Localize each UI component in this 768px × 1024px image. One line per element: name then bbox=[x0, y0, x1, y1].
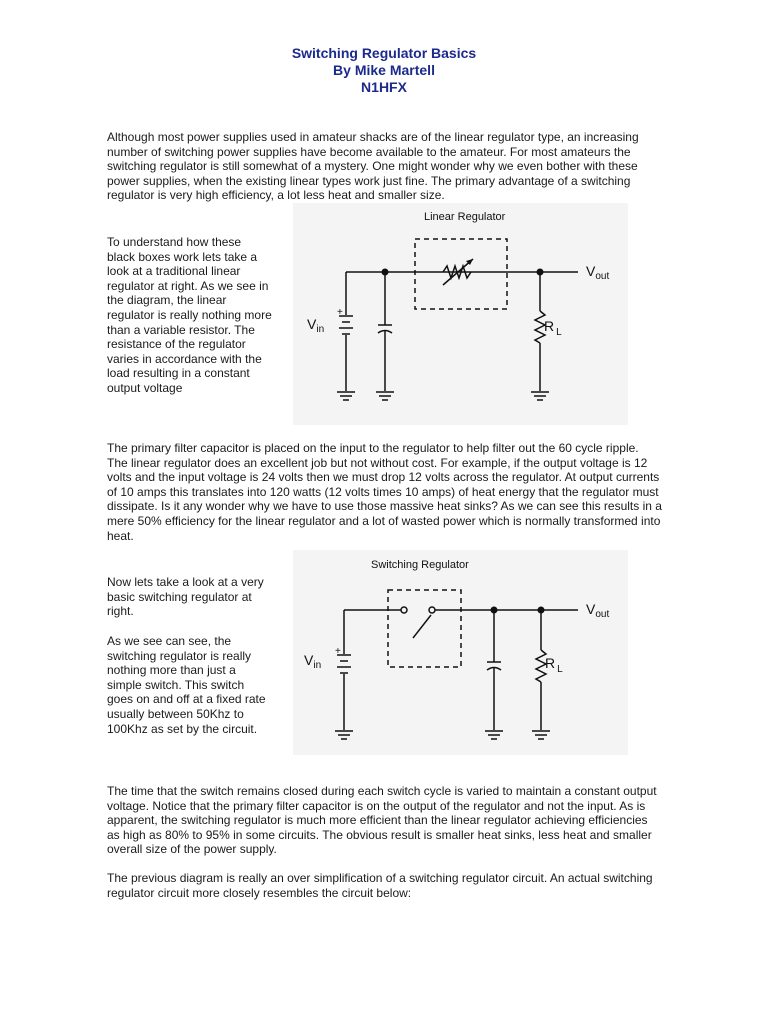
switching-diagram-title: Switching Regulator bbox=[371, 559, 469, 571]
svg-text:+: + bbox=[337, 307, 343, 318]
svg-text:RL bbox=[544, 318, 562, 338]
switching-vout-label: V bbox=[586, 601, 596, 617]
switching-intro: Now lets take a look at a very basic switching regulator at right. bbox=[107, 575, 264, 619]
linear-rl-sub: L bbox=[556, 327, 562, 338]
linear-rl-label: R bbox=[544, 318, 555, 334]
title-line-1: Switching Regulator Basics bbox=[291, 45, 477, 61]
page-title bbox=[0, 45, 768, 96]
switching-regulator-schematic bbox=[293, 550, 628, 755]
switching-vin-sub: in bbox=[313, 660, 322, 671]
linear-vout-sub: out bbox=[595, 271, 610, 282]
switching-vin-label: V bbox=[304, 652, 314, 668]
svg-text:Vout bbox=[586, 263, 609, 282]
switching-regulator-diagram bbox=[293, 550, 628, 755]
svg-text:Vin bbox=[304, 652, 321, 671]
linear-vin-label: V bbox=[307, 316, 317, 332]
title-line-3: N1HFX bbox=[361, 79, 407, 95]
switching-vout-sub: out bbox=[595, 609, 610, 620]
linear-vout-label: V bbox=[586, 263, 596, 279]
svg-text:RL bbox=[545, 655, 563, 675]
switch-time-paragraph: The time that the switch remains closed during each switch cycle is varied to maintain a constant output voltage. Notice that the primary filter capacitor is on the output of the regulator and not the input. As is apparent, the switching regulator is much more efficient than the linear regulator achieving efficiencies as high as 80% to 95% in some circuits. The obvious result is smaller heat sinks, less heat and smaller overall size of the power supply. bbox=[107, 784, 657, 857]
switching-rl-sub: L bbox=[557, 664, 563, 675]
linear-description: To understand how these black boxes work lets take a look at a traditional linear regulator at right. As we see in the diagram, the linear regulator is really nothing more than a variable resistor. The resistance of the regulator varies in accordance with the load resulting in a constant output voltage bbox=[107, 235, 272, 395]
linear-diagram-title: Linear Regulator bbox=[424, 211, 506, 223]
svg-text:Vin bbox=[307, 316, 324, 335]
title-line-2: By Mike Martell bbox=[333, 62, 435, 78]
linear-regulator-diagram bbox=[293, 203, 628, 425]
svg-text:+: + bbox=[335, 646, 341, 657]
previous-diagram-paragraph: The previous diagram is really an over simplification of a switching regulator circuit. An actual switching regulator circuit more closely resembles the circuit below: bbox=[107, 871, 653, 900]
switching-description: As we see can see, the switching regulator is really nothing more than just a simple switch. This switch goes on and off at a fixed rate usually between 50Khz to 100Khz as set by the circuit. bbox=[107, 634, 266, 736]
linear-regulator-schematic bbox=[293, 203, 628, 425]
intro-paragraph: Although most power supplies used in amateur shacks are of the linear regulator type, an increasing number of switching power supplies have become available to the amateur. For most amateurs the switching regulator is still somewhat of a mystery. One might wonder why we even bother with these power supplies, when the existing linear types work just fine. The primary advantage of a switching regulator is very high efficiency, a lot less heat and smaller size. bbox=[107, 130, 639, 203]
linear-vin-sub: in bbox=[316, 324, 325, 335]
switching-rl-label: R bbox=[545, 655, 556, 671]
svg-text:Vout bbox=[586, 601, 609, 620]
filter-paragraph: The primary filter capacitor is placed on the input to the regulator to help filter out the 60 cycle ripple. The linear regulator does an excellent job but not without cost. For example, if the output voltage is 12 volts and the input voltage is 24 volts then we must drop 12 volts across the regulator. At output currents of 10 amps this translates into 120 watts (12 volts times 10 amps) of heat energy that the regulator must dissipate. Is it any wonder why we have to use those massive heat sinks? As we can see this results in a mere 50% efficiency for the linear regulator and a lot of wasted power which is normally transformed into heat. bbox=[107, 441, 662, 543]
